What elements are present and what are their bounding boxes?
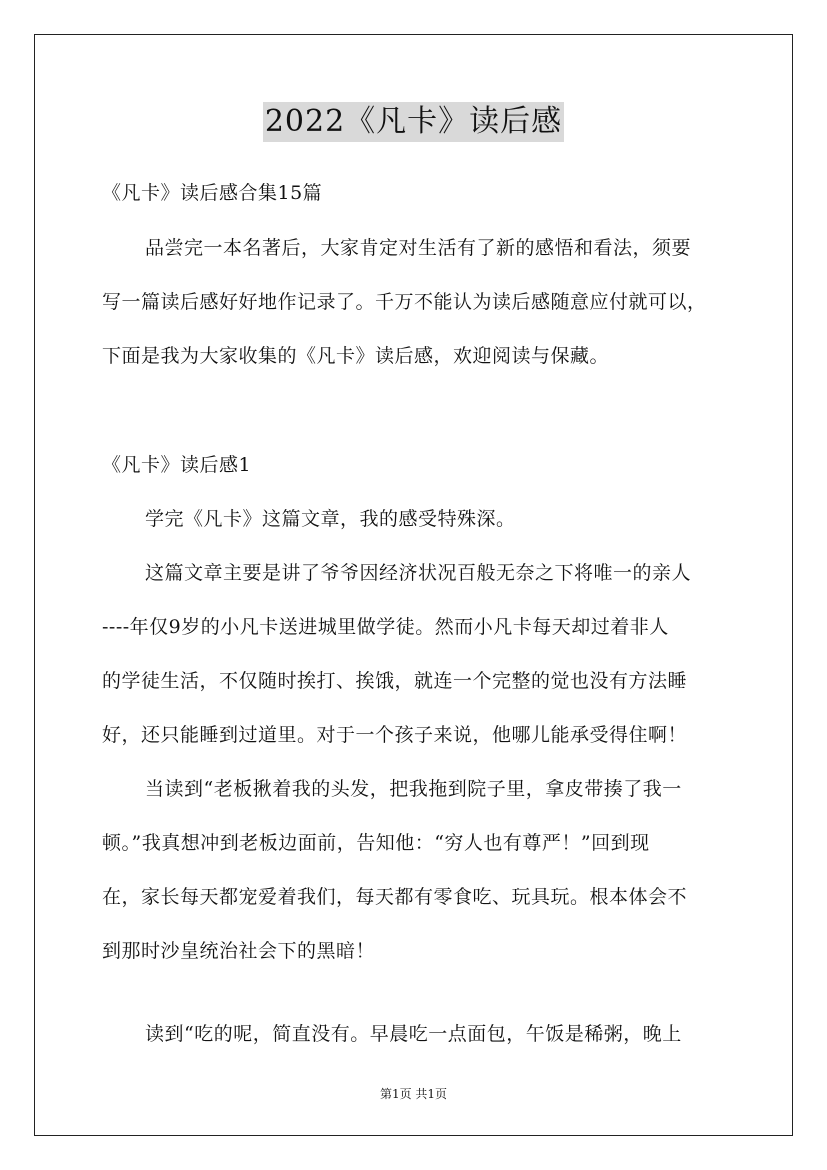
- subtitle: 《凡卡》读后感合集15篇: [102, 182, 323, 204]
- intro-line: 写一篇读后感好好地作记录了。千万不能认为读后感随意应付就可以，: [102, 291, 707, 313]
- paragraph-line: ----年仅9岁的小凡卡送进城里做学徒。然而小凡卡每天却过着非人: [102, 616, 669, 638]
- document-title: 2022《凡卡》读后感: [263, 102, 564, 142]
- paragraph-line: 顿。”我真想冲到老板边面前，告知他：“穷人也有尊严！”回到现: [102, 832, 650, 854]
- paragraph-line: 读到“吃的呢，简直没有。早晨吃一点面包，午饭是稀粥，晚上: [145, 1023, 682, 1045]
- paragraph-line: 学完《凡卡》这篇文章，我的感受特殊深。: [145, 508, 516, 530]
- paragraph-line: 在，家长每天都宠爱着我们，每天都有零食吃、玩具玩。根本体会不: [102, 886, 688, 908]
- title-container: [0, 102, 827, 142]
- paragraph-line: 到那时沙皇统治社会下的黑暗！: [102, 940, 376, 962]
- section-heading: 《凡卡》读后感1: [102, 454, 252, 476]
- paragraph-line: 这篇文章主要是讲了爷爷因经济状况百般无奈之下将唯一的亲人: [145, 562, 692, 584]
- paragraph-line: 的学徒生活，不仅随时挨打、挨饿，就连一个完整的觉也没有方法睡: [102, 670, 688, 692]
- paragraph-line: 当读到“老板揪着我的头发，把我拖到院子里，拿皮带揍了我一: [145, 778, 682, 800]
- intro-line: 下面是我为大家收集的《凡卡》读后感，欢迎阅读与保藏。: [102, 345, 610, 367]
- paragraph-line: 好，还只能睡到过道里。对于一个孩子来说，他哪儿能承受得住啊！: [102, 724, 688, 746]
- page-footer: 第1页 共1页: [379, 1087, 448, 1101]
- intro-line: 品尝完一本名著后，大家肯定对生活有了新的感悟和看法，须要: [145, 237, 692, 259]
